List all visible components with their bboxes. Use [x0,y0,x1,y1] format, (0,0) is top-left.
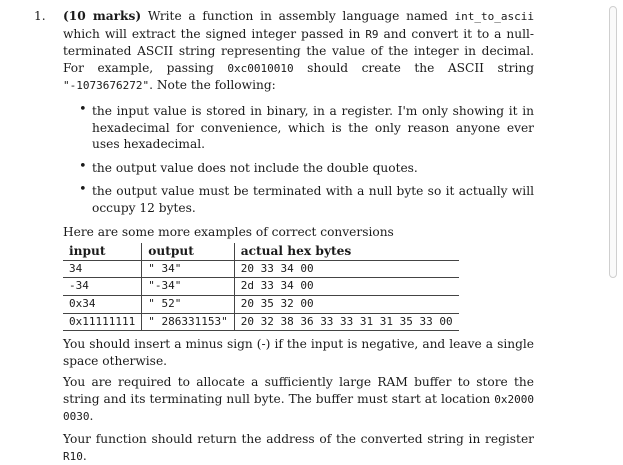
scrollbar[interactable] [609,6,617,278]
example-output: "-1073676272" [63,79,150,93]
question-intro: (10 marks) Write a function in assembly language named int_to_ascii which will extract the signed integer passed in R9 and convert it to a null-terminated ASCII string representing the value of the integer in decimal. For example, passing 0xc0010010 should create the ASCII string "-1073676272". Note the following: [63,9,535,93]
function-name: int_to_ascii [454,10,534,23]
bullet-icon: • [79,158,87,174]
notes-list [63,103,534,217]
register-r9: R9 [365,27,379,41]
table-row: 34 " 34" 20 33 34 00 [63,260,459,278]
question-number: 1. [34,9,46,23]
list-item: • the output value does not include the double quotes. [79,158,418,175]
examples-intro: Here are some more examples of correct conversions [63,224,394,239]
table-header: input output actual hex bytes [63,243,459,260]
bullet-icon: • [79,182,87,198]
bullet-icon: • [79,101,87,117]
buffer-note: You are required to allocate a sufficiently large RAM buffer to store the string and its terminating null byte. The buffer must start at location 0x2000 0030. [63,375,534,424]
table-row: 0x34 " 52" 20 35 32 00 [63,295,459,313]
marks-label: (10 marks) [63,9,142,23]
return-note: Your function should return the address of the converted string in register R10. [63,432,534,463]
table-row: -34 "-34" 2d 33 34 00 [63,278,459,296]
example-input: 0xc0010010 [227,61,294,75]
register-r10: R10 [63,449,83,463]
table-row: 0x11111111 " 286331153" 20 32 38 36 33 33 31 31 35 33 00 [63,313,459,331]
conversion-table [63,243,459,331]
question-1 [34,8,534,465]
minus-sign-note: You should insert a minus sign (-) if the input is negative, and leave a single space otherwise. [63,337,534,368]
list-item: • the output value must be terminated with a null byte so it actually will occupy 12 bytes. [79,182,534,215]
buffer-address: 0x2000 0030 [63,392,534,424]
list-item: • the input value is stored in binary, in a register. I'm only showing it in hexadecimal for convenience, which is the only reason anyone ever uses hexadecimal. [79,101,534,152]
